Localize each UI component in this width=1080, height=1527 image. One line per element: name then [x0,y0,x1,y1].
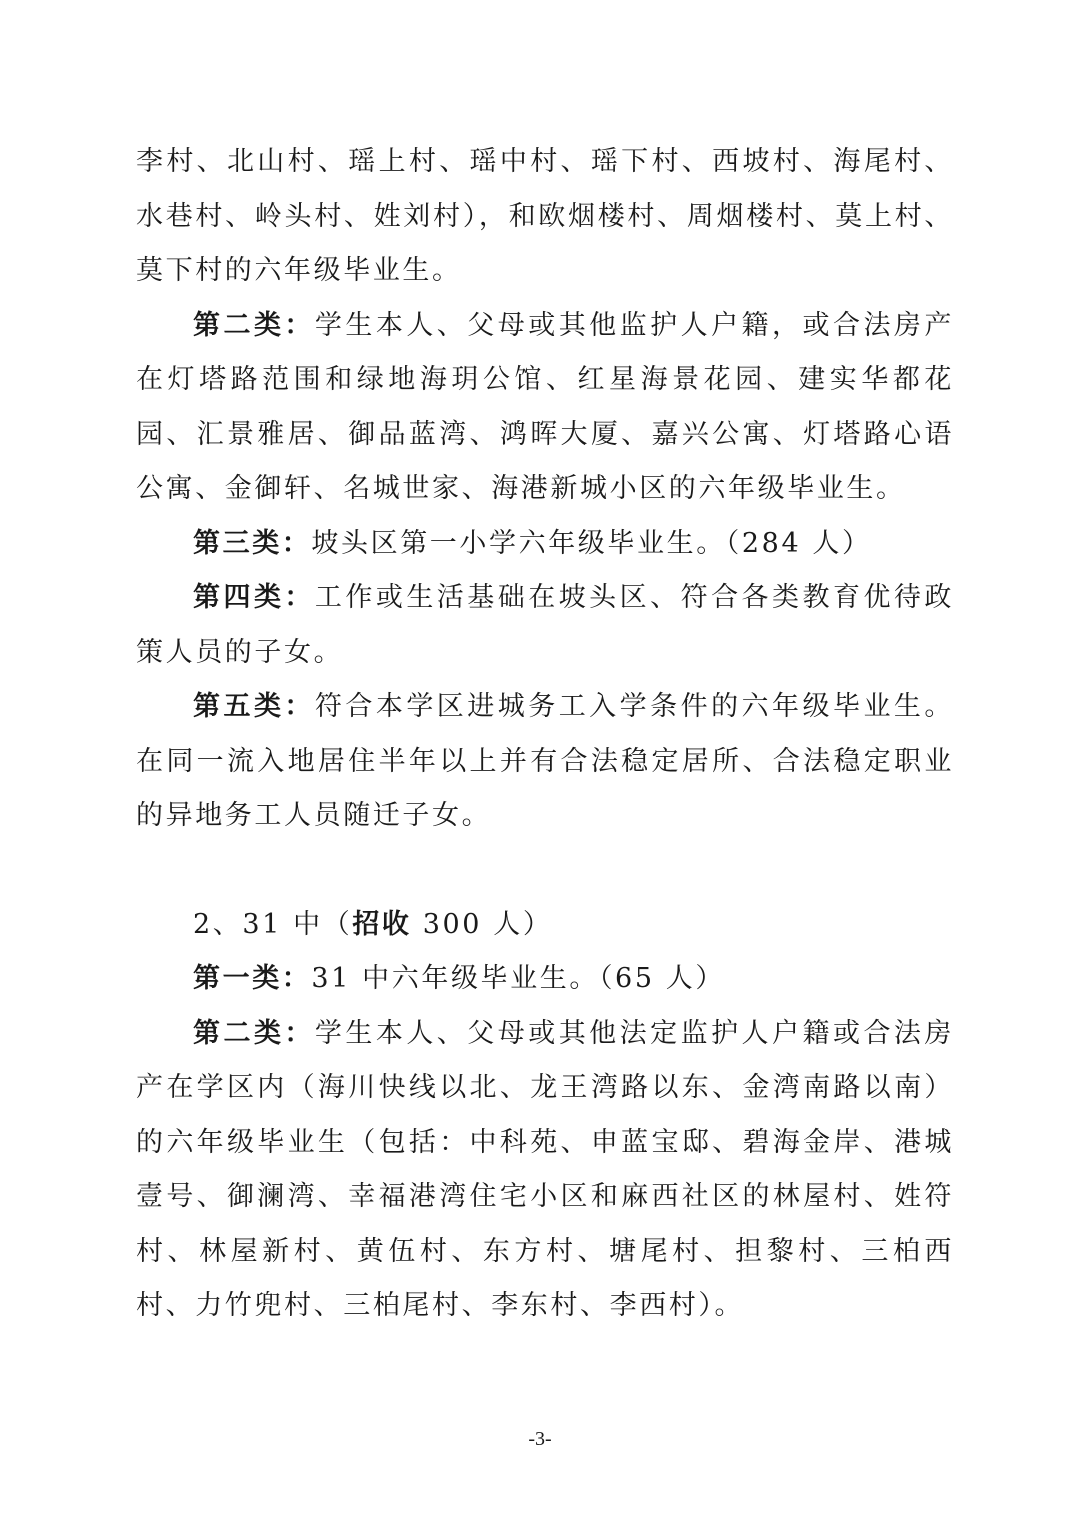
paragraph-class-3 [136,517,954,572]
heading-bold: 招收 [352,908,412,940]
heading-suffix: 300 人） [411,908,553,940]
paragraph-label: 第一类： [193,963,312,994]
document-body [136,135,954,1334]
paragraph-text: 工作或生活基础在坡头区、符合各类教育优待政策人员的子女。 [136,582,954,668]
section2-class-1 [136,952,954,1007]
paragraph-label: 第四类： [193,582,315,613]
section2-class-2 [136,1007,954,1334]
paragraph-label: 第五类： [193,691,315,722]
paragraph-text: 学生本人、父母或其他法定监护人户籍或合法房产在学区内（海川快线以北、龙王湾路以东、金湾南路以南）的六年级毕业生（包括：中科苑、申蓝宝邸、碧海金岸、港城壹号、御澜湾、幸福港湾住宅小区和麻西社区的林屋村、姓符村、林屋新村、黄伍村、东方村、塘尾村、担黎村、三柏西村、力竹兜村、三柏尾村、李东村、李西村）。 [136,1017,954,1321]
paragraph-label: 第三类： [193,527,312,559]
page-number: -3- [528,1428,552,1450]
paragraph-label: 第二类： [193,309,315,341]
paragraph-text: 坡头区第一小学六年级毕业生。（284 人） [311,527,872,559]
paragraph-class-4 [136,571,954,680]
paragraph-text: 李村、北山村、瑶上村、瑶中村、瑶下村、西坡村、海尾村、水巷村、岭头村、姓刘村），和欧烟楼村、周烟楼村、莫上村、莫下村的六年级毕业生。 [136,146,954,286]
paragraph-text: 31 中六年级毕业生。（65 人） [311,963,725,994]
paragraph-class-2 [136,299,954,517]
heading-prefix: 2、31 中（ [193,908,353,940]
paragraph-class-5 [136,680,954,844]
paragraph-label: 第二类： [193,1017,315,1049]
section-gap [136,844,954,898]
paragraph-continuation [136,135,954,299]
section-heading-31 [136,898,954,953]
paragraph-text: 学生本人、父母或其他监护人户籍，或合法房产在灯塔路范围和绿地海玥公馆、红星海景花园、建实华都花园、汇景雅居、御品蓝湾、鸿晖大厦、嘉兴公寓、灯塔路心语公寓、金御轩、名城世家、海港新城小区的六年级毕业生。 [136,309,954,504]
paragraph-text: 符合本学区进城务工入学条件的六年级毕业生。在同一流入地居住半年以上并有合法稳定居所、合法稳定职业的异地务工人员随迁子女。 [136,691,954,831]
